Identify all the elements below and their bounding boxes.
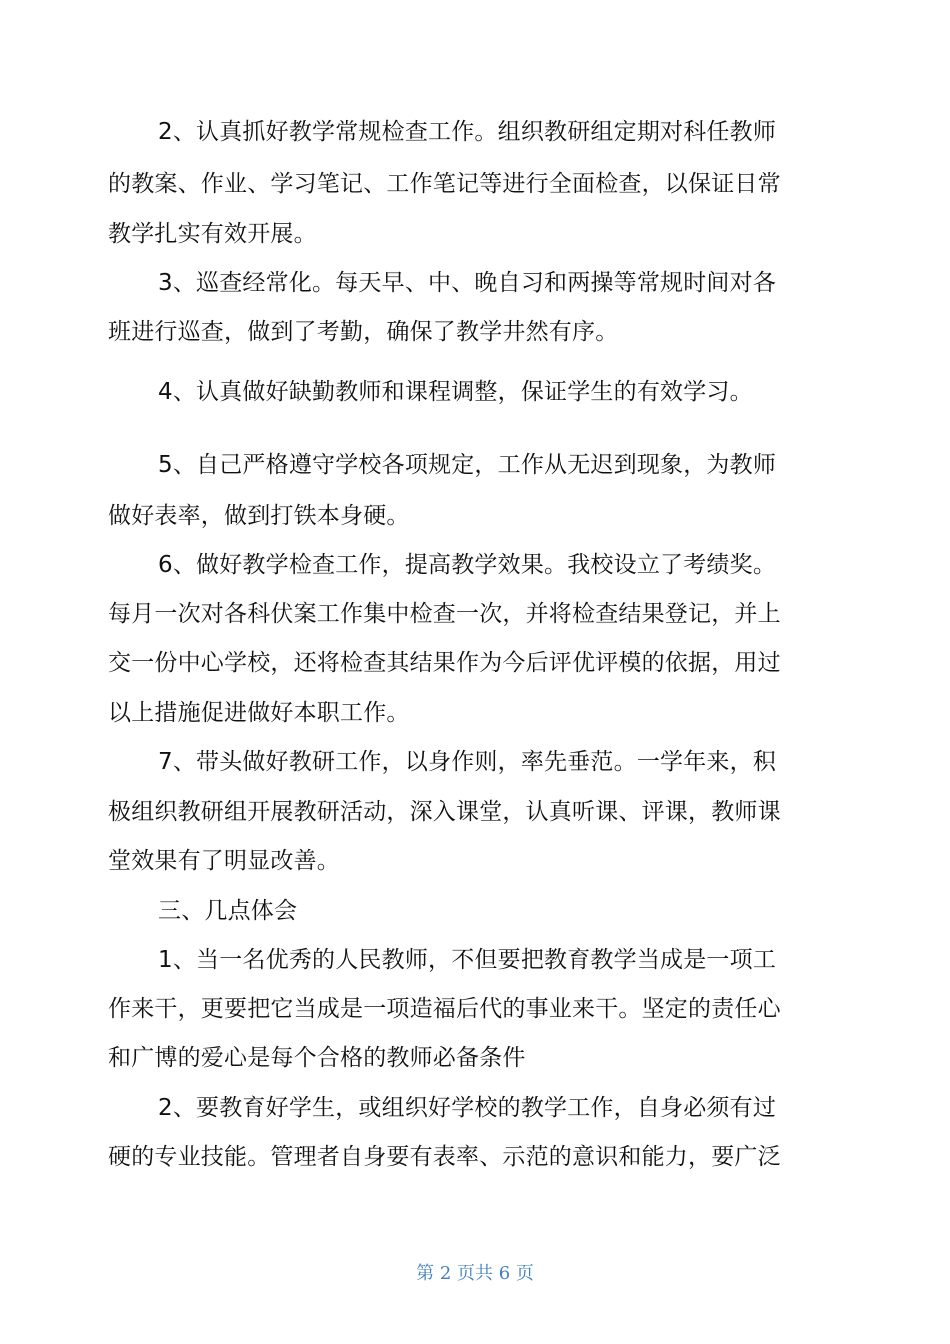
- paragraph-line: 4、认真做好缺勤教师和课程调整，保证学生的有效学习。: [158, 379, 753, 405]
- paragraph-line: 硬的专业技能。管理者自身要有表率、示范的意识和能力，要广泛: [108, 1144, 781, 1170]
- paragraph-line: 班进行巡查，做到了考勤，确保了教学井然有序。: [108, 319, 619, 345]
- paragraph-line: 2、要教育好学生，或组织好学校的教学工作，自身必须有过: [158, 1095, 777, 1121]
- paragraph-line: 以上措施促进做好本职工作。: [108, 700, 410, 726]
- paragraph-line: 堂效果有了明显改善。: [108, 848, 340, 874]
- paragraph-line: 7、带头做好教研工作，以身作则，率先垂范。一学年来，积: [158, 749, 777, 775]
- paragraph-line: 作来干，更要把它当成是一项造福后代的事业来干。坚定的责任心: [108, 996, 781, 1022]
- paragraph-line: 交一份中心学校，还将检查其结果作为今后评优评模的依据，用过: [108, 650, 781, 676]
- paragraph-line: 的教案、作业、学习笔记、工作笔记等进行全面检查，以保证日常: [108, 171, 781, 197]
- paragraph-line: 5、自己严格遵守学校各项规定，工作从无迟到现象，为教师: [158, 452, 777, 478]
- section-heading: 三、几点体会: [158, 898, 298, 924]
- paragraph-line: 6、做好教学检查工作，提高教学效果。我校设立了考绩奖。: [158, 552, 777, 578]
- paragraph-line: 和广博的爱心是每个合格的教师必备条件: [108, 1045, 526, 1071]
- paragraph-line: 1、当一名优秀的人民教师，不但要把教育教学当成是一项工: [158, 947, 777, 973]
- paragraph-line: 2、认真抓好教学常规检查工作。组织教研组定期对科任教师: [158, 119, 777, 145]
- paragraph-line: 教学扎实有效开展。: [108, 221, 317, 247]
- paragraph-line: 极组织教研组开展教研活动，深入课堂，认真听课、评课，教师课: [108, 799, 781, 825]
- paragraph-line: 3、巡查经常化。每天早、中、晚自习和两操等常规时间对各: [158, 270, 777, 296]
- page-number-footer: 第 2 页共 6 页: [416, 1263, 534, 1284]
- paragraph-line: 每月一次对各科伏案工作集中检查一次，并将检查结果登记，并上: [108, 601, 781, 627]
- paragraph-line: 做好表率，做到打铁本身硬。: [108, 503, 410, 529]
